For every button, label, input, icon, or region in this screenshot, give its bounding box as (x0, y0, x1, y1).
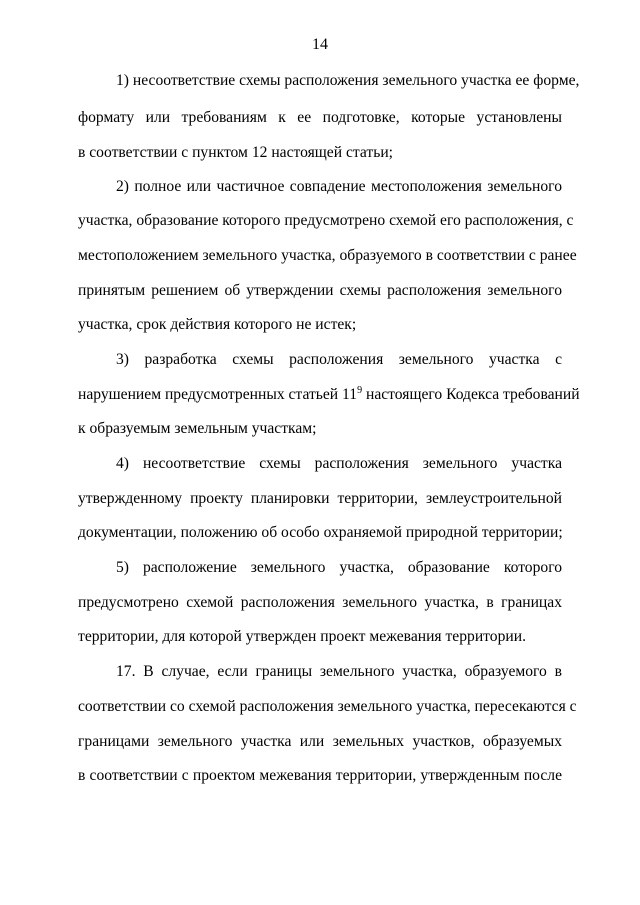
item-4-line-3: документации, положению об особо охраняемой природной территории; (78, 524, 563, 541)
para-17-line-3: границами земельного участка или земельных участков, образуемых (78, 733, 562, 750)
item-1-line-3: в соответствии с пунктом 12 настоящей статьи; (78, 144, 394, 161)
item-4-line-2: утвержденному проекту планировки территории, землеустроительной (78, 490, 562, 507)
page-number: 14 (312, 36, 328, 53)
item-3-line-2 (78, 384, 580, 406)
item-4-line-1: 4) несоответствие схемы расположения земельного участка (116, 455, 562, 472)
item-5-line-2: предусмотрено схемой расположения земельного участка, в границах (78, 594, 562, 611)
item-5-line-3: территории, для которой утвержден проект межевания территории. (78, 628, 526, 645)
item-1-line-1: 1) несоответствие схемы расположения земельного участка ее форме, (116, 72, 580, 89)
item-2-line-4: принятым решением об утверждении схемы расположения земельного (78, 282, 562, 299)
item-2-line-5: участка, срок действия которого не истек; (78, 316, 357, 333)
item-1-line-2: формату или требованиям к ее подготовке, которые установлены (78, 109, 562, 126)
item-3-line-2-text-b: настоящего Кодекса требований (362, 386, 580, 403)
item-2-line-2: участка, образование которого предусмотрено схемой его расположения, с (78, 212, 574, 229)
para-17-line-1: 17. В случае, если границы земельного участка, образуемого в (116, 663, 562, 680)
item-3-line-3: к образуемым земельным участкам; (78, 420, 317, 437)
para-17-line-4: в соответствии с проектом межевания территории, утвержденным после (78, 767, 562, 784)
item-3-line-1: 3) разработка схемы расположения земельного участка с (116, 351, 562, 368)
item-2-line-3: местоположением земельного участка, образуемого в соответствии с ранее (78, 247, 577, 264)
item-3-line-2-text-a: нарушением предусмотренных статьей 11 (78, 386, 358, 403)
item-2-line-1: 2) полное или частичное совпадение местоположения земельного (116, 178, 562, 195)
item-3-superscript: 9 (357, 385, 363, 396)
para-17-line-2: соответствии со схемой расположения земельного участка, пересекаются с (78, 698, 577, 715)
item-5-line-1: 5) расположение земельного участка, образование которого (116, 559, 562, 576)
